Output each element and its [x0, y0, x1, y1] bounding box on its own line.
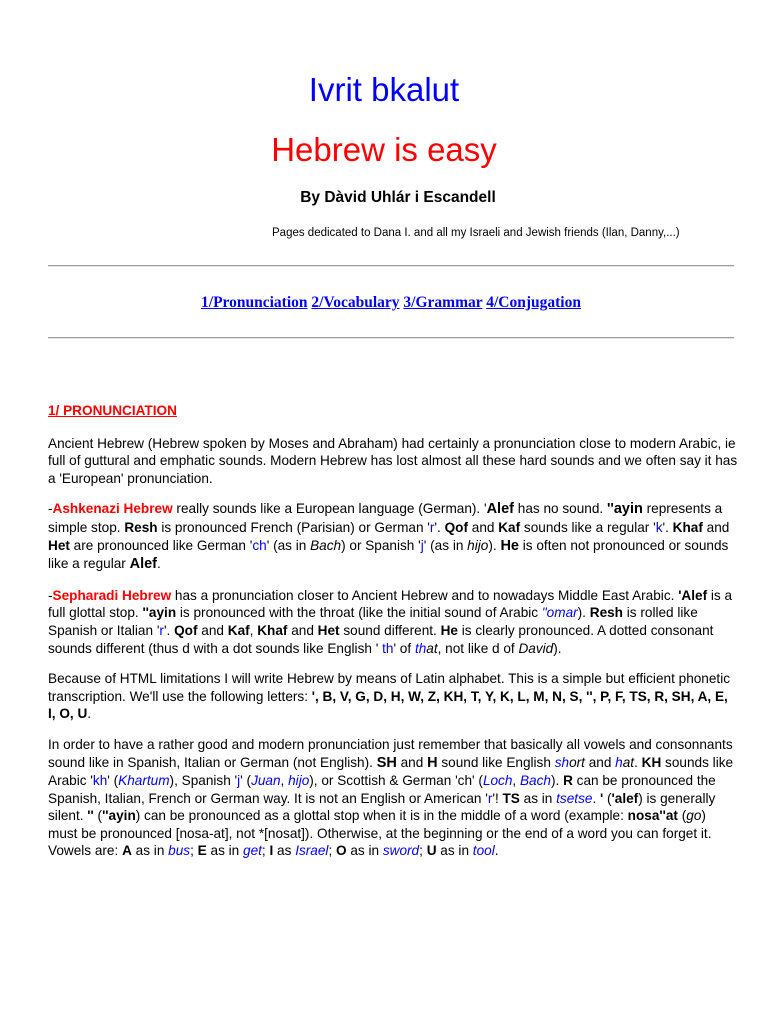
text: as in [131, 843, 169, 859]
term-ayin-quote: '' [87, 808, 94, 824]
example-j: j [237, 773, 241, 789]
text: ) must be pronounced [nosa-at], not *[nosat]). Otherwise, at the beginning or the end of a word you can forget it. Vowels are: [48, 808, 712, 859]
example-that-th: th [414, 640, 427, 656]
text: has a pronunciation closer to Ancient Hebrew and to nowadays Middle East Arabic. [171, 587, 679, 603]
term-kaf: Kaf [227, 622, 250, 638]
term-qof: Qof [444, 519, 468, 535]
text: sounds like Arabic ' [48, 754, 734, 789]
example-hijo: hijo [288, 773, 310, 789]
term-h: H [427, 754, 438, 771]
term-sh: SH [376, 754, 397, 771]
term-ayin: ''ayin [142, 605, 177, 621]
example-loch: Loch [482, 773, 513, 789]
text: ) is generally silent. [48, 790, 716, 824]
text: ' (as in [423, 537, 468, 553]
term-resh: Resh [589, 605, 623, 621]
paragraph-sepharadi [48, 587, 738, 657]
author-line: By Dàvid Uhlár i Escandell [300, 189, 496, 206]
term-alef-quote: ' [600, 790, 604, 806]
example-r: r [159, 622, 164, 638]
text: . [87, 706, 92, 722]
text: represents a simple stop. [48, 501, 723, 535]
example-hat-h: h [615, 754, 623, 770]
text: ( [603, 790, 612, 806]
text: . [157, 556, 161, 572]
text: '. [662, 519, 673, 535]
text: is rolled like Spanish or Italian ' [48, 605, 698, 638]
term-qof: Qof [174, 622, 198, 638]
text: is often not pronounced or sounds like a regular [48, 537, 729, 572]
term-he: He [500, 537, 519, 554]
example-hat-rest: at [622, 754, 635, 770]
paragraph-modern [48, 736, 738, 860]
example-short-rest: ort [569, 754, 585, 770]
vowel-e: E [197, 843, 207, 859]
example-david: David [518, 640, 554, 656]
term-khaf: Khaf [257, 622, 288, 638]
text: , [512, 773, 520, 789]
ashkenazi-label: Ashkenazi Hebrew [52, 501, 173, 517]
text: ' (as in [266, 537, 311, 553]
example-short-sh: sh [554, 754, 570, 770]
text: sound like English [437, 754, 555, 770]
example-r: r [487, 790, 493, 806]
text: ' ( [240, 773, 252, 789]
example-omar: "omar [541, 605, 578, 621]
example-kh: kh [92, 773, 108, 789]
text: In order to have a rather good and modern pronunciation just remember that basically all vowels and consonnants sound like in Spanish, Italian or German (not English). [48, 736, 733, 770]
text: ). [577, 605, 590, 621]
dedication-line: Pages dedicated to Dana I. and all my Israeli and Jewish friends (Ilan, Danny,...) [272, 227, 680, 239]
vowel-o: O [336, 843, 347, 859]
term-het: Het [317, 622, 340, 638]
term-kaf: Kaf [498, 519, 521, 535]
text: . [494, 843, 499, 859]
text: and [467, 519, 499, 535]
term-alef: 'alef [611, 790, 639, 806]
term-alef: 'Alef [678, 587, 708, 603]
text: really sounds like a European language (German). ' [172, 501, 487, 517]
text: ; [419, 843, 427, 859]
term-alef: Alef [129, 556, 158, 573]
example-bach: Bach [310, 537, 342, 553]
text: '! [492, 790, 503, 806]
text: ), Spanish ' [169, 773, 238, 789]
text: is a full glottal stop. [48, 587, 733, 621]
text: . [592, 790, 600, 806]
example-ch: ch [252, 537, 267, 553]
text: is pronounced with the throat (like the initial sound of Arabic [176, 605, 542, 621]
example-go: go [686, 808, 702, 824]
example-juan: Juan [251, 773, 281, 789]
text: are pronounced like German ' [69, 537, 253, 553]
section-heading: 1/ PRONUNCIATION [48, 403, 177, 418]
term-ayin: ''ayin [606, 501, 643, 518]
text: ; [190, 843, 198, 859]
example-israel: Israel [295, 843, 329, 859]
chapter-nav [0, 292, 768, 314]
text: is clearly pronounced. A dotted consonant sounds different (thus d with a dot sounds like English ' [48, 622, 714, 656]
text: and [287, 622, 318, 638]
term-r: R [563, 773, 573, 789]
example-k: k [655, 519, 663, 535]
example-j: j [420, 537, 424, 553]
nav-link-pronunciation[interactable]: 1/Pronunciation [201, 294, 308, 311]
term-ayin: ''ayin [102, 808, 136, 824]
text: ' of [393, 640, 415, 656]
letters-list: ', B, V, G, D, H, W, Z, KH, T, Y, K, L, M, N, S, '', P, F, TS, R, SH, A, E, I, O, U [48, 688, 728, 722]
example-nosaat: nosa''at [627, 808, 678, 824]
sepharadi-label: Sepharadi Hebrew [52, 587, 172, 603]
text: , [280, 773, 289, 789]
paragraph-intro: Ancient Hebrew (Hebrew spoken by Moses and Abraham) had certainly a pronunciation close to modern Arabic, ie full of guttural and emphatic sounds. Modern Hebrew has lost almost all these hard sounds and we often say it has a 'European' pronunciation. [48, 435, 738, 486]
example-that-rest: at [426, 640, 438, 656]
text: sounds like a regular ' [520, 519, 656, 535]
text: ( [677, 808, 687, 824]
text: Because of HTML limitations I will write Hebrew by means of Latin alphabet. This is a simple but efficient phonetic transcription. We'll use the following letters: [48, 671, 731, 704]
divider-bottom [48, 337, 734, 339]
text: , [249, 622, 258, 638]
nav-link-grammar[interactable]: 3/Grammar [403, 294, 483, 311]
example-tsetse: tsetse [556, 790, 593, 806]
text: ). [553, 640, 562, 656]
example-bach: Bach [519, 773, 551, 789]
term-he: He [440, 622, 458, 638]
text: ). [550, 773, 564, 789]
text: '. [434, 519, 445, 535]
term-ts: TS [502, 790, 520, 806]
text: ( [93, 808, 103, 824]
example-bus: bus [168, 843, 191, 859]
text: as in [519, 790, 557, 806]
term-alef: Alef [486, 501, 514, 518]
text: '. [163, 622, 175, 638]
example-get: get [243, 843, 262, 859]
term-resh: Resh [124, 519, 158, 535]
example-r: r [429, 519, 435, 535]
site-title: Ivrit bkalut [308, 71, 460, 108]
text: and [197, 622, 228, 638]
dash: - [48, 587, 53, 603]
paragraph-transcription [48, 670, 738, 723]
example-khartum: Khartum [118, 773, 170, 789]
text: ), or Scottish & German 'ch' ( [309, 773, 483, 789]
site-subtitle: Hebrew is easy [271, 131, 497, 168]
text: and [584, 754, 616, 770]
text: and [702, 519, 730, 535]
example-hijo: hijo [467, 537, 489, 553]
example-th: th [378, 640, 394, 656]
text: ; [328, 843, 336, 859]
text: can be pronounced the Spanish, Italian, French or German way. It is not an English or American ' [48, 773, 716, 806]
nav-link-conjugation[interactable]: 4/Conjugation [486, 294, 581, 311]
nav-link-vocabulary[interactable]: 2/Vocabulary [311, 294, 400, 311]
term-kh: KH [641, 754, 662, 770]
text: ' ( [107, 773, 119, 789]
text: as in [346, 843, 383, 859]
vowel-a: A [122, 843, 132, 859]
text: as in [436, 843, 473, 859]
text: as in [206, 843, 244, 859]
text: . [634, 754, 642, 770]
text: ). [488, 537, 501, 553]
text: as [273, 843, 296, 859]
dash: - [48, 501, 53, 517]
text: ; [261, 843, 270, 859]
text: has no sound. [513, 501, 607, 517]
term-het: Het [48, 537, 70, 553]
text: ) or Spanish ' [341, 537, 421, 553]
text: is pronounced French (Parisian) or German ' [157, 519, 430, 535]
example-tool: tool [472, 843, 495, 859]
paragraph-ashkenazi [48, 500, 738, 573]
vowel-u: U [426, 843, 437, 859]
vowel-i: I [269, 843, 274, 859]
text: and [396, 754, 428, 770]
main-content [48, 402, 738, 873]
divider-top [48, 265, 734, 267]
example-sword: sword [382, 843, 420, 859]
text: , not like d of [437, 640, 519, 656]
text: ) can be pronounced as a glottal stop when it is in the middle of a word (example: [135, 808, 628, 824]
text: sound different. [339, 622, 441, 638]
term-khaf: Khaf [672, 519, 703, 535]
